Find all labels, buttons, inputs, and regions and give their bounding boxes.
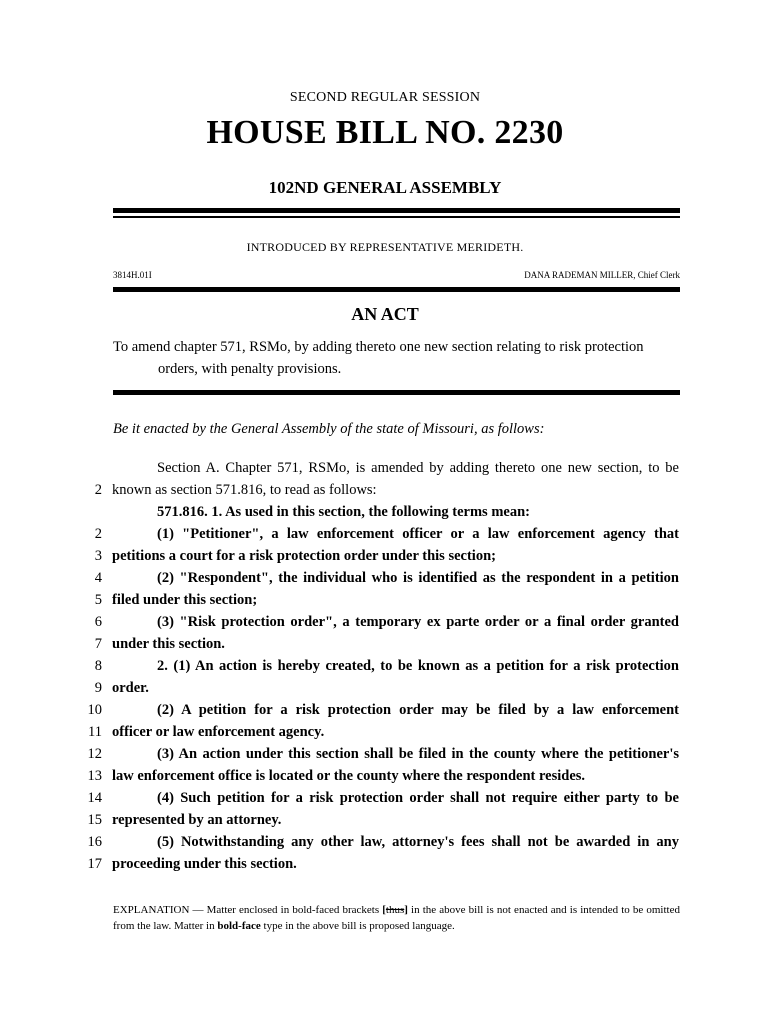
bill-line xyxy=(70,680,690,702)
bill-line xyxy=(70,614,690,636)
line-text: petitions a court for a risk protection order under this section; xyxy=(112,548,496,564)
explanation-part-1: EXPLANATION — Matter enclosed in bold-faced brackets xyxy=(113,904,383,916)
explanation-note xyxy=(113,902,680,934)
bill-line xyxy=(70,746,690,768)
bracket-close: ] xyxy=(404,904,408,916)
line-number: 5 xyxy=(94,592,102,608)
explanation-part-3: type in the above bill is proposed language. xyxy=(260,920,455,932)
act-title xyxy=(113,336,680,380)
bill-line xyxy=(70,570,690,592)
line-text: Section A. Chapter 571, RSMo, is amended by adding thereto one new section, to be xyxy=(157,460,679,476)
bill-line xyxy=(70,768,690,790)
bill-line xyxy=(70,790,690,812)
line-text: officer or law enforcement agency. xyxy=(112,724,325,740)
bold-face-example: bold-face xyxy=(217,920,261,932)
bill-line xyxy=(70,724,690,746)
line-number: 10 xyxy=(87,702,102,718)
bill-line xyxy=(70,460,690,482)
line-text: (1) "Petitioner", a law enforcement officer or a law enforcement agency that xyxy=(157,526,679,542)
act-title-line-2: orders, with penalty provisions. xyxy=(158,361,342,377)
line-number: 3 xyxy=(94,548,102,564)
line-text: (2) "Respondent", the individual who is identified as the respondent in a petition xyxy=(157,570,679,586)
line-text: under this section. xyxy=(112,636,225,652)
rule-below-act xyxy=(113,390,680,395)
bill-line xyxy=(70,834,690,856)
bill-line xyxy=(70,856,690,878)
line-text: order. xyxy=(112,680,149,696)
section-heading: 571.816. 1. As used in this section, the following terms mean: xyxy=(157,504,530,520)
bill-line xyxy=(70,812,690,834)
line-text: (2) A petition for a risk protection order may be filed by a law enforcement xyxy=(157,702,679,718)
line-number: 2 xyxy=(94,482,102,498)
line-number: 17 xyxy=(87,856,102,872)
bill-line xyxy=(70,526,690,548)
line-number: 11 xyxy=(88,724,102,740)
line-text: filed under this section; xyxy=(112,592,258,608)
struck-example: thus xyxy=(385,904,405,916)
header-rule-thick xyxy=(113,208,680,213)
chief-clerk: DANA RADEMAN MILLER, Chief Clerk xyxy=(524,270,680,280)
enacting-clause: Be it enacted by the General Assembly of the state of Missouri, as follows: xyxy=(113,421,545,437)
line-number: 8 xyxy=(94,658,102,674)
line-number: 16 xyxy=(87,834,102,850)
line-text: law enforcement office is located or the county where the respondent resides. xyxy=(112,768,586,784)
line-text: known as section 571.816, to read as follows: xyxy=(112,482,377,498)
rule-above-act xyxy=(113,287,680,292)
explanation-part-2: in the above bill is not enacted and is intended to be omitted from the law. Matter in xyxy=(113,904,680,932)
line-text: proceeding under this section. xyxy=(112,856,297,872)
line-text: (3) "Risk protection order", a temporary ex parte order or a final order granted xyxy=(157,614,679,630)
header-rule-thin xyxy=(113,216,680,218)
bill-title: HOUSE BILL NO. 2230 xyxy=(206,114,564,151)
line-number: 6 xyxy=(94,614,102,630)
line-text: (3) An action under this section shall be filed in the county where the petitioner's xyxy=(157,746,679,762)
line-number: 12 xyxy=(87,746,102,762)
assembly-label: 102ND GENERAL ASSEMBLY xyxy=(268,178,502,197)
line-text: 2. (1) An action is hereby created, to be known as a petition for a risk protection xyxy=(157,658,679,674)
line-number: 13 xyxy=(87,768,102,784)
bill-line xyxy=(70,592,690,614)
act-heading: AN ACT xyxy=(351,304,419,324)
bill-body xyxy=(70,460,690,878)
line-number: 9 xyxy=(94,680,102,696)
bill-line xyxy=(70,482,690,504)
line-text: (5) Notwithstanding any other law, attorney's fees shall not be awarded in any xyxy=(157,834,679,850)
bracket-open: [ xyxy=(382,904,386,916)
bill-line xyxy=(70,658,690,680)
bill-line xyxy=(70,548,690,570)
line-number: 4 xyxy=(94,570,102,586)
act-title-line-1: To amend chapter 571, RSMo, by adding thereto one new section relating to risk protection xyxy=(113,339,644,355)
introduced-by: INTRODUCED BY REPRESENTATIVE MERIDETH. xyxy=(246,240,524,254)
doc-code: 3814H.01I xyxy=(113,270,152,280)
line-text: represented by an attorney. xyxy=(112,812,282,828)
bill-line xyxy=(70,702,690,724)
line-number: 2 xyxy=(94,526,102,542)
bill-line xyxy=(70,504,690,526)
session-label: SECOND REGULAR SESSION xyxy=(289,90,481,105)
line-number: 15 xyxy=(87,812,102,828)
line-number: 7 xyxy=(94,636,102,652)
line-number: 14 xyxy=(87,790,102,806)
line-text: (4) Such petition for a risk protection order shall not require either party to be xyxy=(157,790,679,806)
bill-line xyxy=(70,636,690,658)
